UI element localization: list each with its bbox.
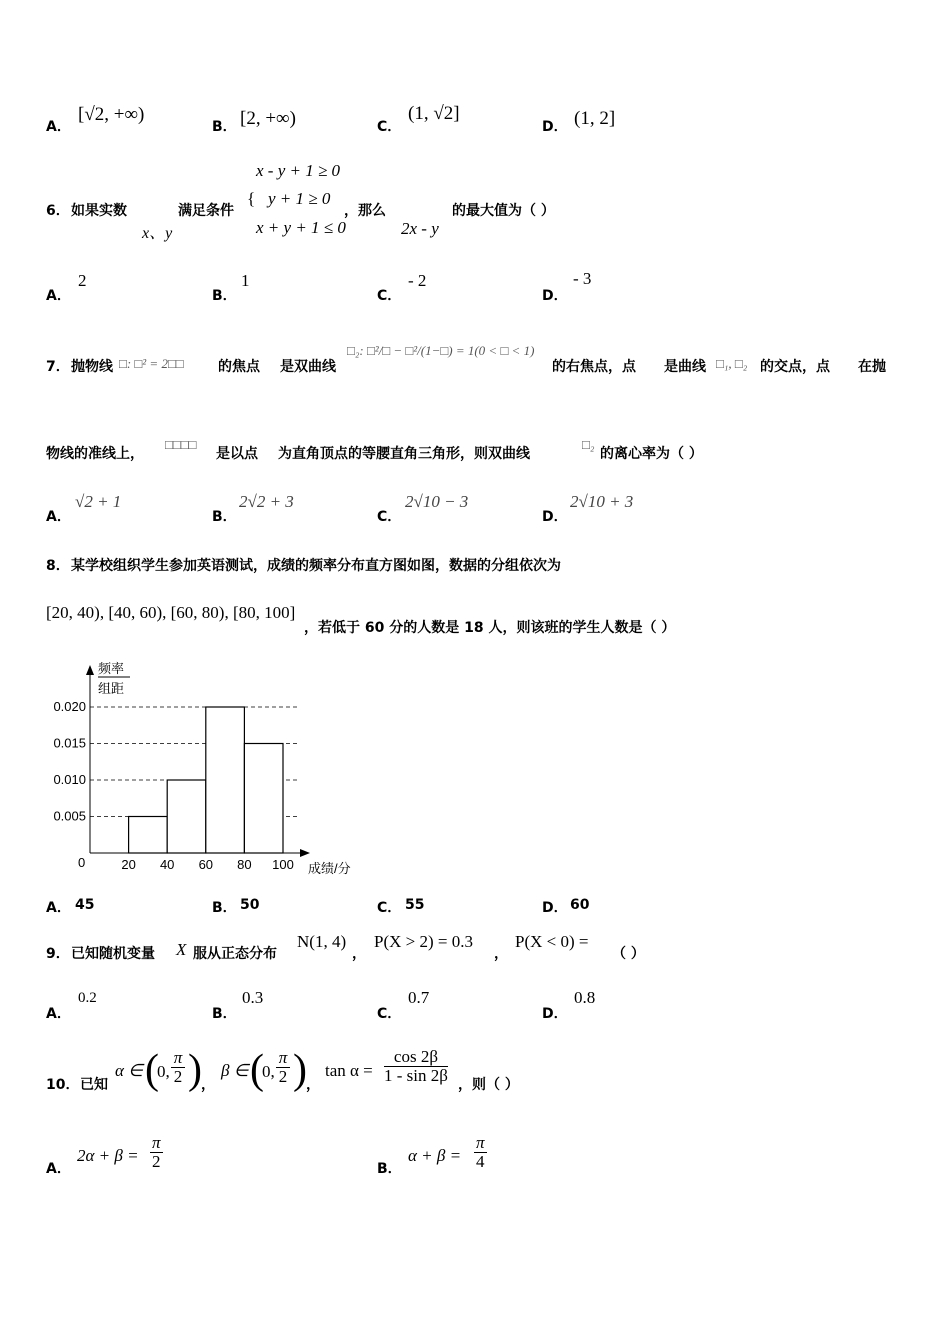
y-tick-label-0.010: 0.010 <box>53 772 86 787</box>
q5-option-d-label: D． <box>542 119 568 135</box>
q10-alpha-close-paren: ) <box>188 1047 202 1093</box>
q10-alpha-two: 2 <box>173 1067 183 1086</box>
y-axis-arrow <box>86 665 94 675</box>
q7-text-4: 的右焦点，点 <box>552 359 636 375</box>
q6-text-2: 满足条件 <box>178 203 234 219</box>
q5-option-a-value: [√2, +∞) <box>78 104 145 125</box>
q8-option-d-label: D． <box>542 900 568 916</box>
q5-option-a-label: A． <box>46 119 71 135</box>
q7-curve2: □₂ <box>582 437 595 452</box>
q9-option-c-label: C． <box>377 1006 402 1022</box>
q6-brace: { <box>247 189 256 208</box>
x-axis-arrow <box>300 849 310 857</box>
q6-option-b-value: 1 <box>241 271 250 290</box>
q8-number: 8． <box>46 558 70 574</box>
q6-option-a-value: 2 <box>78 271 87 290</box>
q9-probability-1: P(X > 2) = 0.3 <box>374 932 473 951</box>
q6-condition-3: x + y + 1 ≤ 0 <box>256 218 346 237</box>
q5-option-c-label: C． <box>377 119 402 135</box>
q6-option-c-value: - 2 <box>408 271 427 290</box>
q9-option-a-value: 0.2 <box>78 990 97 1006</box>
q10-option-b-pi: π <box>476 1133 485 1152</box>
q9-distribution: N(1, 4) <box>297 932 347 951</box>
q10-fraction-denominator: 1 - sin 2β <box>384 1066 448 1085</box>
q7-option-c-value: 2√10 − 3 <box>405 492 469 511</box>
q6-expression: 2x - y <box>401 219 439 238</box>
q6-option-b-label: B． <box>212 288 237 304</box>
histogram-bars <box>129 707 283 853</box>
q6-option-a-label: A． <box>46 288 71 304</box>
q9-option-d-label: D． <box>542 1006 568 1022</box>
q8-text-2: ，若低于 60 分的人数是 18 人，则该班的学生人数是（ ） <box>304 620 676 636</box>
q9-option-a-label: A． <box>46 1006 71 1022</box>
q9-separator-2: ， <box>494 946 508 962</box>
q10-option-a-fraction <box>150 1134 163 1171</box>
q10-alpha-interval-pi-half <box>171 1049 185 1086</box>
q10-beta-two: 2 <box>278 1067 288 1086</box>
origin-label: 0 <box>78 855 86 870</box>
q10-alpha-open-paren: ( <box>145 1047 159 1093</box>
q9-probability-2: P(X < 0) = <box>515 932 589 951</box>
y-label-bottom: 组距 <box>98 681 125 696</box>
y-label-top: 频率 <box>98 661 125 676</box>
q8-option-c-value: 55 <box>405 897 425 913</box>
x-axis-label: 成绩/分 <box>308 861 351 876</box>
q10-beta-interval-left: 0, <box>262 1062 275 1081</box>
q8-option-a-label: A． <box>46 900 71 916</box>
q7-option-b-label: B． <box>212 509 237 525</box>
q10-option-a-pi: π <box>152 1133 161 1152</box>
q9-text-2: 服从正态分布 <box>193 946 277 962</box>
q8-option-c-label: C． <box>377 900 402 916</box>
q7-parabola: □: □² = 2□□ <box>119 356 184 371</box>
q7-option-a-label: A． <box>46 509 71 525</box>
q6-text-1: 如果实数 <box>71 203 127 219</box>
q10-separator-1: ， <box>201 1077 215 1093</box>
q6-option-d-value: - 3 <box>573 269 592 288</box>
q10-option-b-label: B． <box>377 1161 402 1177</box>
q6-vars: x、y <box>142 225 173 242</box>
q10-option-a-lhs: 2α + β = <box>77 1146 139 1165</box>
q10-beta-condition: β ∈ <box>221 1061 249 1080</box>
q9-option-b-label: B． <box>212 1006 237 1022</box>
q7-option-b-value: 2√2 + 3 <box>239 492 294 511</box>
q10-number: 10． <box>46 1077 80 1093</box>
y-tick-label-0.015: 0.015 <box>53 735 86 751</box>
q7-option-d-label: D． <box>542 509 568 525</box>
bar-[60,80) <box>206 707 245 853</box>
q8-text-1: 某学校组织学生参加英语测试，成绩的频率分布直方图如图，数据的分组依次为 <box>71 558 561 574</box>
y-tick-label-0.005: 0.005 <box>53 808 86 824</box>
x-tick-label-100: 100 <box>272 857 294 872</box>
q10-fraction <box>384 1048 448 1085</box>
y-tick-label-0.020: 0.020 <box>53 699 86 714</box>
q7-option-d-value: 2√10 + 3 <box>570 492 634 511</box>
q10-alpha-interval-left: 0, <box>157 1062 170 1081</box>
q10-option-b-fraction <box>474 1134 487 1171</box>
q10-separator-2: ， <box>306 1077 320 1093</box>
q8-option-d-value: 60 <box>570 897 590 913</box>
q6-condition-1: x - y + 1 ≥ 0 <box>256 161 341 180</box>
q7-option-a-value: √2 + 1 <box>75 492 122 511</box>
q6-option-c-label: C． <box>377 288 402 304</box>
q9-text-1: 已知随机变量 <box>71 946 155 962</box>
q10-option-a-two: 2 <box>152 1152 161 1171</box>
q9-number: 9． <box>46 946 70 962</box>
q7-text-3: 是双曲线 <box>280 359 336 375</box>
q10-tan-expression: tan α = <box>325 1061 373 1080</box>
frequency-histogram <box>40 655 370 885</box>
q7-text-7: 在抛 <box>858 359 886 375</box>
q7-number: 7． <box>46 359 70 375</box>
x-tick-label-20: 20 <box>121 857 136 872</box>
bar-[80,100] <box>244 744 283 854</box>
q10-beta-interval-pi-half <box>276 1049 290 1086</box>
bar-[20,40) <box>129 817 168 854</box>
q6-option-d-label: D． <box>542 288 568 304</box>
q7-line2-d: 的离心率为（ ） <box>600 446 703 462</box>
q10-option-b-lhs: α + β = <box>408 1146 462 1165</box>
bar-[40,60) <box>167 780 206 853</box>
q7-text-6: 的交点，点 <box>760 359 830 375</box>
q10-alpha-pi: π <box>173 1048 183 1067</box>
q8-option-a-value: 45 <box>75 897 95 913</box>
q10-text-2: ，则（ ） <box>458 1077 519 1093</box>
q5-option-c-value: (1, √2] <box>408 103 460 124</box>
x-tick-label-60: 60 <box>198 857 214 872</box>
q5-option-b-label: B． <box>212 119 237 135</box>
q10-text-1: 已知 <box>80 1077 108 1093</box>
q8-option-b-label: B． <box>212 900 237 916</box>
q6-condition-2: y + 1 ≥ 0 <box>268 189 331 208</box>
q9-answer-paren: （ ） <box>612 946 645 962</box>
q7-curves: □₁, □₂ <box>716 356 748 371</box>
q10-beta-pi: π <box>278 1048 288 1067</box>
q10-alpha-condition: α ∈ <box>115 1061 143 1080</box>
q10-option-a-label: A． <box>46 1161 71 1177</box>
q9-variable: X <box>176 940 187 959</box>
q10-beta-close-paren: ) <box>293 1047 307 1093</box>
q6-text-3: ，那么 <box>344 203 386 219</box>
q7-option-c-label: C． <box>377 509 402 525</box>
q7-hyperbola: □₂: □²/□ − □²/(1−□) = 1(0 < □ < 1) <box>347 343 535 358</box>
q9-option-d-value: 0.8 <box>574 988 596 1007</box>
q5-option-d-value: (1, 2] <box>574 108 616 129</box>
q10-beta-open-paren: ( <box>250 1047 264 1093</box>
q7-text-1: 抛物线 <box>71 359 113 375</box>
q7-triangle-placeholder: □□□□ <box>165 437 197 452</box>
q6-text-4: 的最大值为（ ） <box>452 203 555 219</box>
q8-option-b-value: 50 <box>240 897 260 913</box>
q7-text-5: 是曲线 <box>664 359 706 375</box>
q7-line2-b: 是以点 <box>216 446 258 462</box>
q10-option-b-four: 4 <box>476 1152 485 1171</box>
q7-line2-a: 物线的准线上， <box>46 446 144 462</box>
q9-separator-1: ， <box>352 946 366 962</box>
q7-text-2: 的焦点 <box>218 359 260 375</box>
x-tick-label-80: 80 <box>237 857 252 872</box>
x-tick-label-40: 40 <box>159 857 175 872</box>
q10-fraction-numerator: cos 2β <box>384 1048 448 1067</box>
q9-option-c-value: 0.7 <box>408 988 430 1007</box>
q7-line2-c: 为直角顶点的等腰直角三角形，则双曲线 <box>278 446 530 462</box>
q8-groups: [20, 40), [40, 60), [60, 80), [80, 100] <box>46 603 296 622</box>
q6-number: 6． <box>46 203 70 219</box>
q9-option-b-value: 0.3 <box>242 988 264 1007</box>
q5-option-b-value: [2, +∞) <box>240 108 296 129</box>
